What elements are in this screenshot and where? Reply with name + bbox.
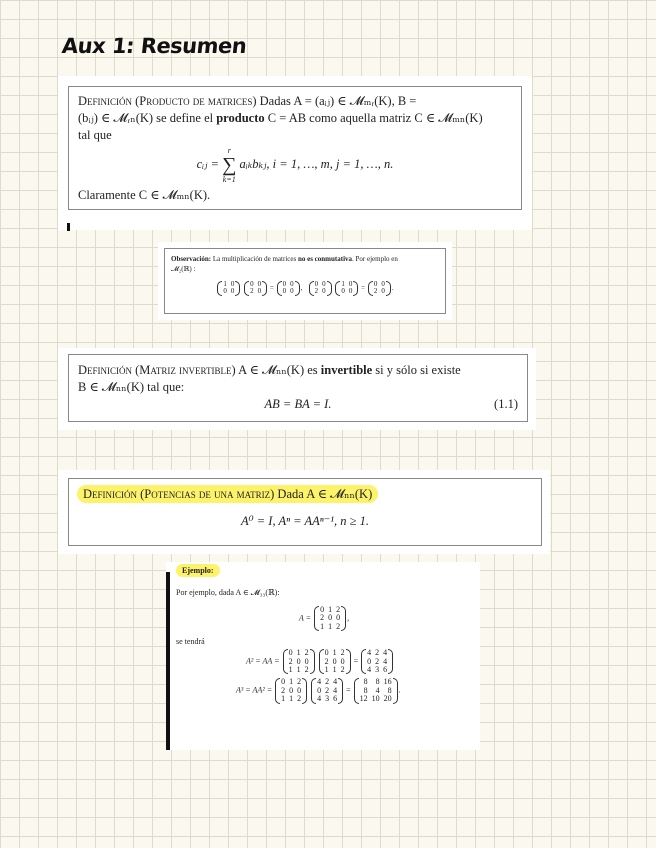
definition-invertible-term: invertible <box>320 363 373 377</box>
matrix-cell: 2 <box>288 656 293 666</box>
definition-product-line1: Dadas A = (aᵢⱼ) ∈ 𝓜ₘᵣ(K), B = <box>259 94 417 108</box>
matrix-cell: 2 <box>314 287 319 296</box>
page-title: Aux 1: Resumen <box>60 34 248 58</box>
definition-product-card <box>58 76 532 230</box>
matrix-cell: 2 <box>373 287 378 296</box>
matrix-cell: 0 <box>340 656 345 666</box>
matrix-a-right <box>319 649 351 674</box>
matrix-cell: 2 <box>325 685 330 695</box>
matrix-cell: 0 <box>381 280 385 288</box>
matrix-cell: 2 <box>336 605 341 614</box>
a2-equals: A² = AA = <box>246 656 280 666</box>
matrix-cell: 0 <box>373 280 378 288</box>
definition-product-line3: tal que <box>78 128 112 142</box>
observation-formula <box>171 281 439 296</box>
matrix-cell: 1 <box>223 280 227 288</box>
observation-label: Observación: <box>171 255 212 263</box>
se-tendra: se tendrá <box>176 637 205 647</box>
matrix-cell: 4 <box>317 694 322 704</box>
a2-row <box>176 649 472 674</box>
matrix-cell: 2 <box>325 677 330 687</box>
matrix-cell: 0 <box>320 605 325 614</box>
matrix-cell: 0 <box>288 648 293 658</box>
definition-invertible-line2: B ∈ 𝓜ₙₙ(K) tal que: <box>78 380 185 394</box>
matrix-cell: 1 <box>332 648 337 658</box>
matrix-cell: 1 <box>328 621 333 631</box>
matrix-cell: 0 <box>290 287 294 296</box>
definition-invertible-heading: Definición (Matriz invertible) <box>78 363 236 377</box>
matrix-cell: 0 <box>297 685 302 695</box>
matrix-cell: 8 <box>363 685 368 695</box>
period: . <box>391 283 394 292</box>
product-formula-left: cᵢⱼ = <box>196 156 223 171</box>
definition-invertible-box <box>68 354 528 422</box>
matrix-cell: 0 <box>289 685 294 695</box>
example-matrix-a-row <box>176 606 472 631</box>
period: . <box>398 685 401 695</box>
matrix-cell: 0 <box>304 656 309 666</box>
separator: , <box>300 283 303 292</box>
matrix-cell: 6 <box>333 694 338 704</box>
equals-sign: = <box>346 685 351 695</box>
example-card <box>166 562 480 750</box>
matrix-cell: 0 <box>250 280 254 288</box>
matrix-cell: 3 <box>375 664 380 674</box>
matrix-cell: 2 <box>375 648 380 658</box>
comma: , <box>347 613 350 623</box>
matrix-cell: 16 <box>383 677 392 687</box>
matrix-cell: 1 <box>296 664 301 674</box>
definition-powers-heading: Definición (Potencias de una matriz) <box>83 487 275 501</box>
matrix-a-3 <box>275 678 307 703</box>
observation-card <box>158 242 452 320</box>
matrix-cell: 0 <box>282 287 287 296</box>
example-content <box>176 566 472 704</box>
matrix-cell: 4 <box>367 664 372 674</box>
equals-sign: = <box>361 283 366 292</box>
sum-lower-limit: k=1 <box>222 175 236 184</box>
a3-equals: A³ = AA² = <box>236 685 273 695</box>
matrix-cell: 1 <box>324 664 329 674</box>
matrix-obs-a <box>217 281 240 296</box>
matrix-cell: 8 <box>375 677 380 687</box>
definition-powers-box <box>68 478 542 546</box>
matrix-cell: 2 <box>320 613 325 623</box>
matrix-cell: 1 <box>289 677 294 687</box>
matrix-cell: 20 <box>383 694 392 704</box>
definition-powers-text: Dada A ∈ 𝓜ₙₙ(K) <box>274 487 373 501</box>
matrix-cell: 0 <box>296 656 301 666</box>
matrix-cell: 0 <box>332 656 337 666</box>
invertible-formula-row <box>78 396 518 413</box>
matrix-cell: 0 <box>290 280 294 288</box>
matrix-cell: 0 <box>230 287 235 296</box>
powers-formula: A⁰ = I, Aⁿ = AAⁿ⁻¹, n ≥ 1. <box>240 514 370 528</box>
observation-text: La multiplicación de matrices <box>211 255 298 263</box>
powers-highlight <box>77 485 378 503</box>
matrix-a2-3 <box>311 678 343 703</box>
matrix-cell: 0 <box>223 287 227 296</box>
equals-sign: = <box>353 656 359 666</box>
equation-number: (1.1) <box>494 397 518 411</box>
example-left-bar <box>166 572 170 750</box>
matrix-cell: 4 <box>383 648 388 658</box>
matrix-cell: 4 <box>367 648 372 658</box>
matrix-cell: 2 <box>304 664 309 674</box>
equals-sign: = <box>269 283 274 292</box>
matrix-a3 <box>354 678 398 703</box>
matrix-cell: 0 <box>348 287 353 296</box>
sigma-icon: ∑ <box>222 154 237 176</box>
matrix-cell: 1 <box>288 664 293 674</box>
matrix-cell: 0 <box>281 677 286 687</box>
matrix-a2 <box>361 649 393 674</box>
matrix-cell: 0 <box>336 613 341 623</box>
definition-product-line2-end: C = AB como aquella matriz C ∈ 𝓜ₘₙ(K) <box>264 111 483 125</box>
matrix-cell: 0 <box>257 287 262 296</box>
matrix-cell: 0 <box>322 287 326 296</box>
matrix-cell: 1 <box>296 648 301 658</box>
matrix-cell: 0 <box>328 613 333 623</box>
matrix-cell: 2 <box>281 685 286 695</box>
matrix-cell: 0 <box>367 656 372 666</box>
matrix-cell: 2 <box>324 656 329 666</box>
product-formula <box>78 146 512 184</box>
observation-bold: no es conmutativa <box>297 255 353 263</box>
matrix-cell: 2 <box>250 287 254 296</box>
definition-product-closing: Claramente C ∈ 𝓜ₘₙ(K). <box>78 188 211 202</box>
matrix-cell: 3 <box>325 694 330 704</box>
matrix-a <box>314 606 346 631</box>
definition-product-term: producto <box>216 111 265 125</box>
matrix-cell: 4 <box>375 685 380 695</box>
matrix-cell: 0 <box>257 280 262 288</box>
matrix-cell: 10 <box>371 694 380 704</box>
definition-invertible-text: A ∈ 𝓜ₙₙ(K) es <box>235 363 321 377</box>
matrix-obs-b <box>244 281 267 296</box>
matrix-obs-c <box>277 281 300 296</box>
example-intro: Por ejemplo, dada A ∈ 𝓜₃₃(ℝ): <box>176 588 280 597</box>
matrix-cell: 2 <box>340 648 345 658</box>
matrix-cell: 2 <box>304 648 309 658</box>
definition-product-box <box>68 86 522 210</box>
invertible-formula: AB = BA = I. <box>264 397 332 411</box>
matrix-cell: 6 <box>383 664 388 674</box>
definition-invertible-text-end: si y sólo si existe <box>372 363 461 377</box>
matrix-cell: 1 <box>332 664 337 674</box>
a3-row <box>176 678 472 703</box>
matrix-cell: 2 <box>297 694 302 704</box>
matrix-cell: 8 <box>363 677 368 687</box>
matrix-obs-f <box>368 281 391 296</box>
sum-upper-limit: r <box>227 146 231 155</box>
example-label: Ejemplo: <box>176 564 220 577</box>
matrix-obs-e <box>335 281 358 296</box>
matrix-cell: 2 <box>340 664 345 674</box>
sum-symbol <box>222 146 236 184</box>
observation-box <box>164 248 446 314</box>
matrix-cell: 0 <box>322 280 326 288</box>
matrix-cell: 0 <box>230 280 235 288</box>
a-equals: A = <box>298 613 312 623</box>
matrix-cell: 0 <box>324 648 329 658</box>
matrix-cell: 0 <box>348 280 353 288</box>
matrix-cell: 0 <box>317 685 322 695</box>
matrix-cell: 4 <box>317 677 322 687</box>
definition-product-heading: Definición (Producto de matrices) <box>78 94 257 108</box>
matrix-cell: 1 <box>341 280 345 288</box>
product-formula-right: aᵢₖbₖⱼ, i = 1, …, m, j = 1, …, n. <box>239 156 394 171</box>
matrix-cell: 2 <box>336 621 341 631</box>
observation-text-end: . Por ejemplo en <box>352 255 398 263</box>
matrix-cell: 8 <box>387 685 392 695</box>
matrix-cell: 0 <box>314 280 319 288</box>
matrix-cell: 0 <box>282 280 287 288</box>
matrix-cell: 2 <box>297 677 302 687</box>
definition-powers-card <box>58 470 550 554</box>
matrix-obs-d <box>309 281 332 296</box>
matrix-cell: 1 <box>328 605 333 614</box>
matrix-cell: 12 <box>359 694 368 704</box>
matrix-cell: 1 <box>320 621 325 631</box>
matrix-cell: 1 <box>289 694 294 704</box>
definition-product-line2: (bᵢⱼ) ∈ 𝓜ᵣₙ(K) se define el <box>78 111 217 125</box>
matrix-cell: 4 <box>333 685 338 695</box>
matrix-cell: 4 <box>383 656 388 666</box>
matrix-cell: 4 <box>333 677 338 687</box>
matrix-cell: 2 <box>375 656 380 666</box>
matrix-cell: 0 <box>341 287 345 296</box>
observation-space: 𝓜₂(ℝ) : <box>171 265 196 273</box>
definition-invertible-card <box>58 348 536 430</box>
matrix-cell: 1 <box>281 694 286 704</box>
text-cursor <box>67 223 70 231</box>
matrix-cell: 0 <box>381 287 385 296</box>
matrix-a-left <box>283 649 315 674</box>
